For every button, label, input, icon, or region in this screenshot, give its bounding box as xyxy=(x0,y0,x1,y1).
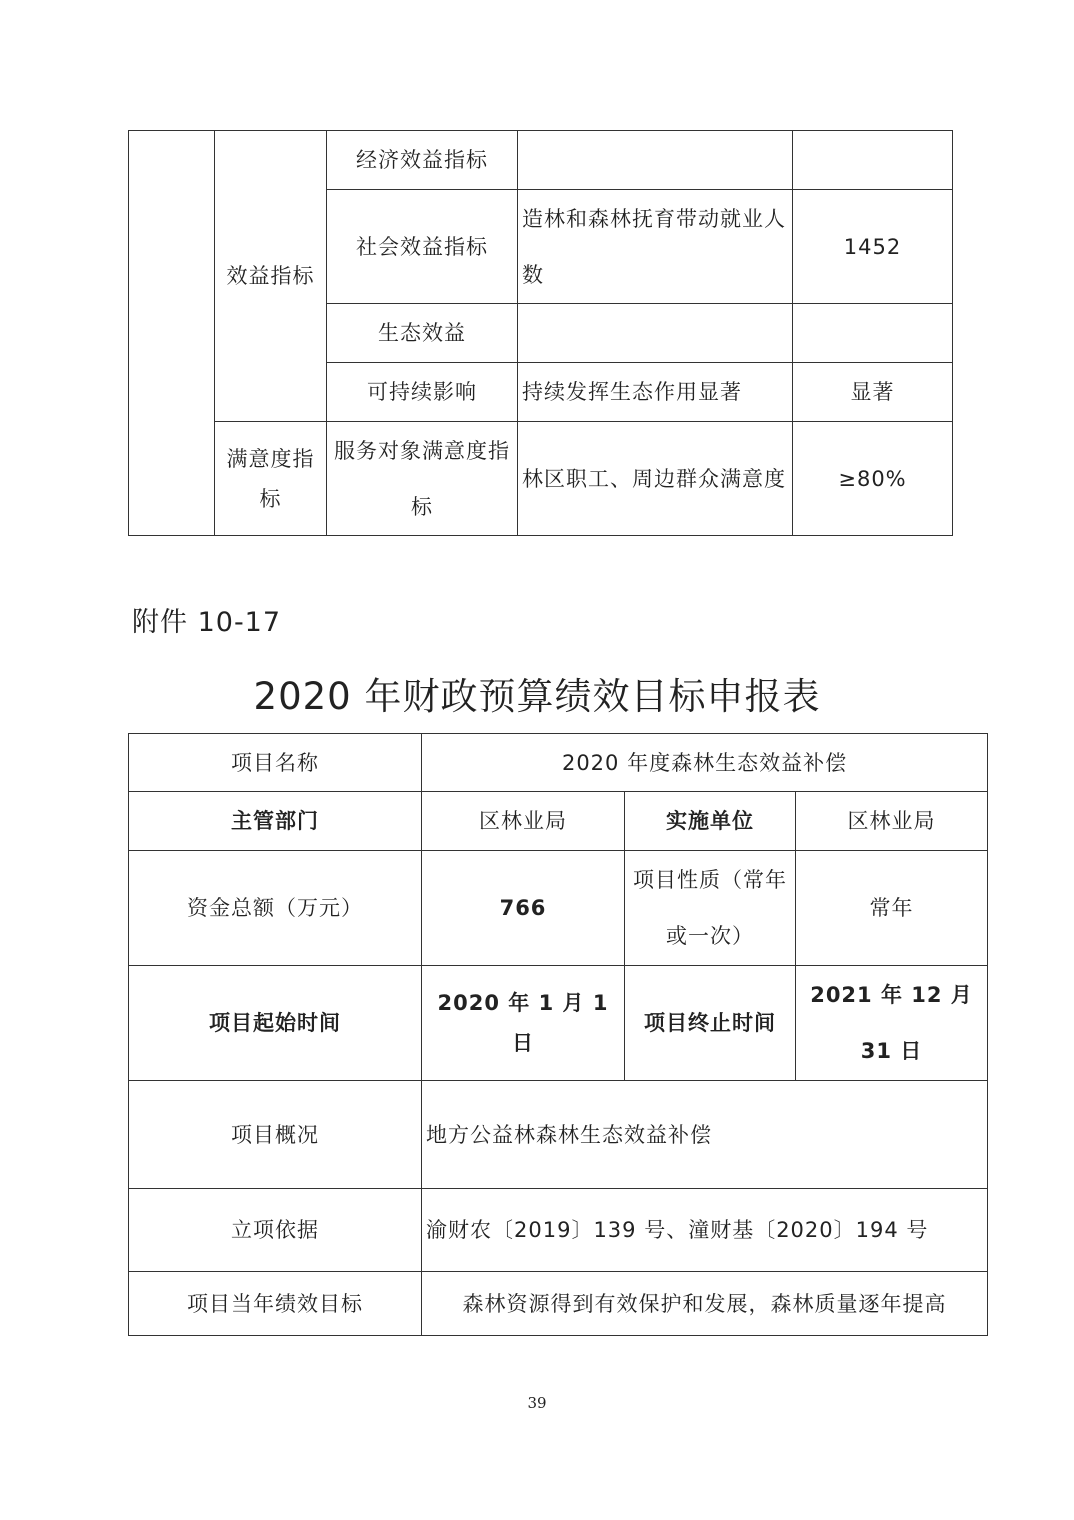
unit-label: 实施单位 xyxy=(625,792,796,851)
form-title: 2020 年财政预算绩效目标申报表 xyxy=(253,675,821,718)
end-label: 项目终止时间 xyxy=(625,966,796,1081)
indicator-name: 服务对象满意度指标 xyxy=(327,422,518,536)
nature-label: 项目性质（常年或一次） xyxy=(625,851,796,966)
satisfaction-indicator-cell: 满意度指标 xyxy=(215,422,327,536)
attachment-label: 附件 10-17 xyxy=(132,607,282,638)
indicator-content xyxy=(518,304,793,363)
budget-performance-form xyxy=(128,733,988,1336)
goal-value: 森林资源得到有效保护和发展，森林质量逐年提高 xyxy=(422,1272,988,1336)
end-value: 2021 年 12 月 31 日 xyxy=(796,966,988,1081)
indicator-table-continued xyxy=(128,130,953,536)
dept-label: 主管部门 xyxy=(129,792,422,851)
project-name-label: 项目名称 xyxy=(129,734,422,792)
indicator-value: ≥80% xyxy=(793,422,953,536)
indicator-name: 社会效益指标 xyxy=(327,190,518,304)
basis-value: 渝财农〔2019〕139 号、潼财基〔2020〕194 号 xyxy=(422,1189,988,1272)
overview-label: 项目概况 xyxy=(129,1081,422,1189)
indicator-value: 1452 xyxy=(793,190,953,304)
indicator-content: 持续发挥生态作用显著 xyxy=(518,363,793,422)
project-name-value: 2020 年度森林生态效益补偿 xyxy=(422,734,988,792)
goal-label: 项目当年绩效目标 xyxy=(129,1272,422,1336)
indicator-value xyxy=(793,304,953,363)
indicator-name: 可持续影响 xyxy=(327,363,518,422)
indicator-value xyxy=(793,131,953,190)
fund-label: 资金总额（万元） xyxy=(129,851,422,966)
unit-value: 区林业局 xyxy=(796,792,988,851)
indicator-content: 造林和森林抚育带动就业人数 xyxy=(518,190,793,304)
benefit-indicator-cell: 效益指标 xyxy=(215,131,327,422)
indicator-content xyxy=(518,131,793,190)
start-value: 2020 年 1 月 1 日 xyxy=(422,966,625,1081)
indicator-name: 生态效益 xyxy=(327,304,518,363)
nature-value: 常年 xyxy=(796,851,988,966)
indicator-value: 显著 xyxy=(793,363,953,422)
indicator-content: 林区职工、周边群众满意度 xyxy=(518,422,793,536)
dept-value: 区林业局 xyxy=(422,792,625,851)
overview-value: 地方公益林森林生态效益补偿 xyxy=(422,1081,988,1189)
fund-value: 766 xyxy=(422,851,625,966)
basis-label: 立项依据 xyxy=(129,1189,422,1272)
start-label: 项目起始时间 xyxy=(129,966,422,1081)
page-number: 39 xyxy=(527,1394,547,1412)
blank-first-level-cell xyxy=(129,131,215,536)
indicator-name: 经济效益指标 xyxy=(327,131,518,190)
